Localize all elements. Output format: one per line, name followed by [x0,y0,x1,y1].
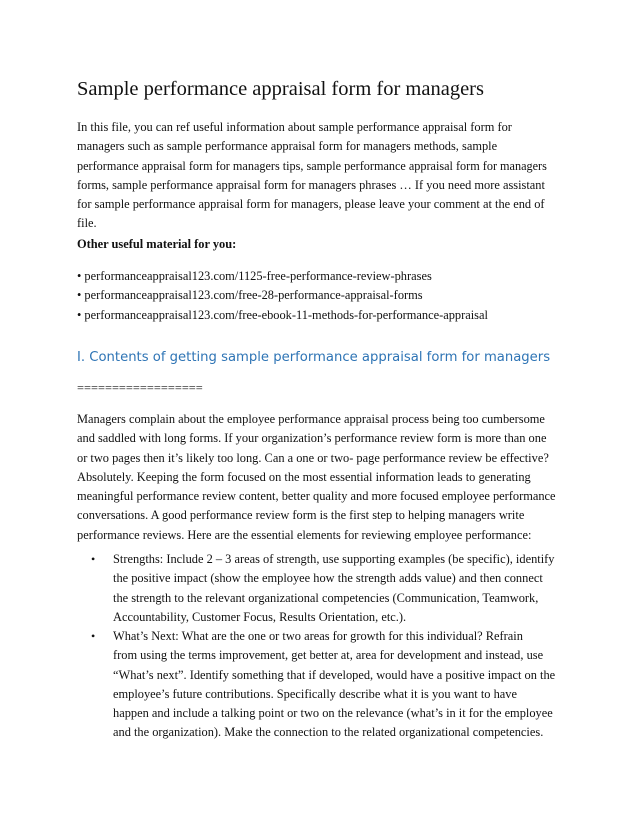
intro-line: performance appraisal form for managers tips, sample performance appraisal form for managers [77,158,547,173]
body-line: Absolutely. Keeping the form focused on the most essential information leads to generating [77,469,531,484]
useful-link[interactable]: • performanceappraisal123.com/free-28-performance-appraisal-forms [77,288,423,303]
intro-line: forms, sample performance appraisal form for managers phrases … If you need more assistant [77,177,545,192]
bullet-line: Strengths: Include 2 – 3 areas of strength, use supporting examples (be specific), identify [113,552,555,566]
section-heading: I. Contents of getting sample performance appraisal form for managers [77,350,551,365]
bullet-line: from using the terms improvement, get better at, area for development and instead, use [113,648,544,663]
intro-line: In this file, you can ref useful information about sample performance appraisal form for [77,120,512,134]
intro-line: managers such as sample performance appraisal form for managers methods, sample [77,139,498,154]
bullet-line: What’s Next: What are the one or two areas for growth for this individual? Refrain [113,629,523,643]
useful-link[interactable]: • performanceappraisal123.com/free-ebook-11-methods-for-performance-appraisal [77,307,488,322]
document-title: Sample performance appraisal form for managers [77,78,484,100]
body-line: conversations. A good performance review form is the first step to helping managers write [77,508,525,523]
bullet-line: happen and include a talking point or two on the relevance (what’s in it for the employee [113,706,553,721]
intro-paragraph [77,118,547,234]
bullet-item-strengths [113,550,561,627]
section-body-paragraph [77,410,557,545]
intro-line: for sample performance appraisal form for managers, please leave your comment at the end of [77,197,545,212]
bullet-line: and the organization). Make the connection to the related organizational competencies. [113,725,544,740]
body-line: meaningful performance review content, better quality and more focused employee performance [77,489,556,504]
bullet-icon: • [91,552,96,566]
body-line: Managers complain about the employee performance appraisal process being too cumbersome [77,412,545,426]
body-line: and saddled with long forms. If your organization’s performance review form is more than one [77,431,547,446]
body-line: performance reviews. Here are the essential elements for reviewing employee performance: [77,527,532,542]
useful-link[interactable]: • performanceappraisal123.com/1125-free-performance-review-phrases [77,269,432,283]
bullet-line: the positive impact (show the employee how the strength adds value) and then connect [113,571,543,586]
bullet-item-whats-next [113,627,565,743]
useful-links-list [77,267,488,325]
useful-material-heading: Other useful material for you: [77,237,237,251]
bullet-line: “What’s next”. Identify something that if developed, would have a positive impact on the [113,667,556,682]
intro-line: file. [77,216,97,231]
bullet-line: Accountability, Customer Focus, Results Orientation, etc.). [113,609,407,624]
body-line: or two pages then it’s likely too long. Can a one or two- page performance review be effective? [77,450,549,465]
bullet-line: employee’s future contributions. Specifically describe what it is you want to have [113,686,517,701]
bullet-icon: • [91,629,96,643]
section-rule: ================== [77,381,203,395]
bullet-line: the strength to the relevant organizational competencies (Communication, Teamwork, [113,590,539,605]
